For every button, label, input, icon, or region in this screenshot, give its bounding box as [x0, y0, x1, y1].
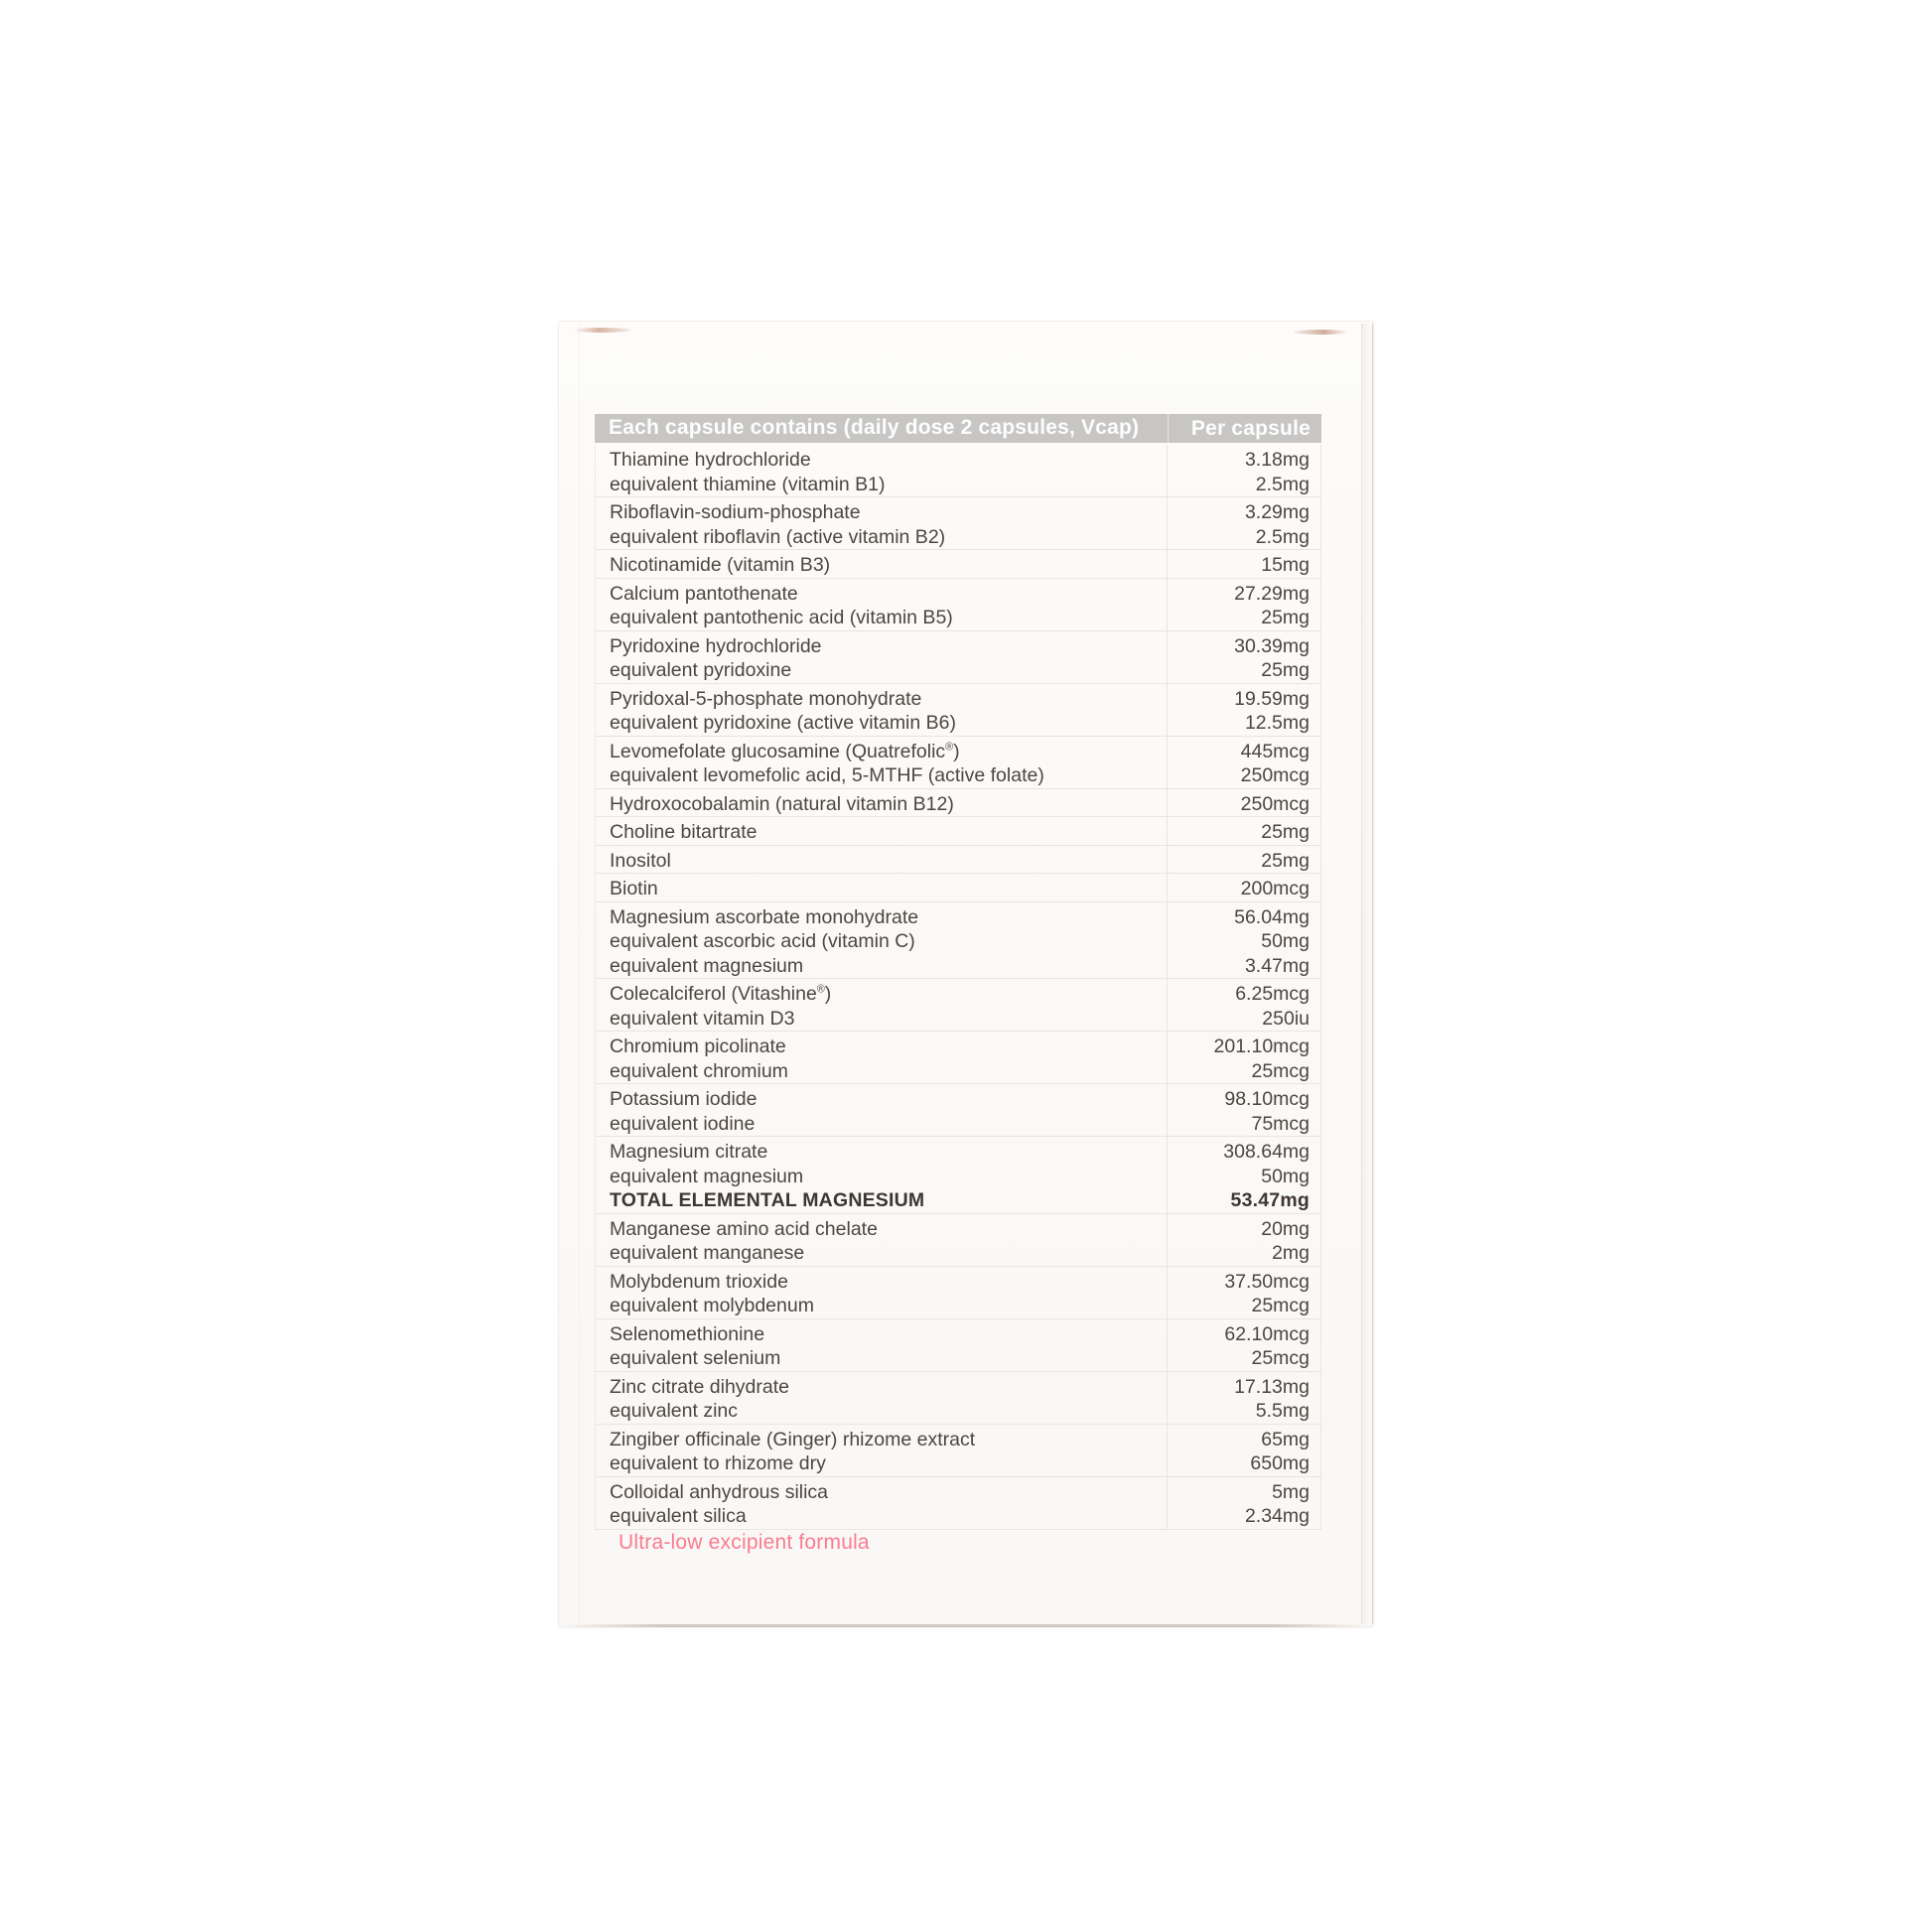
- ingredient-value-line: 25mcg: [1251, 1059, 1310, 1082]
- ingredient-label-line: equivalent ascorbic acid (vitamin C): [610, 930, 915, 952]
- ingredient-label-line: Molybdenum trioxide: [610, 1270, 788, 1293]
- ingredient-label-cell: [596, 497, 1167, 549]
- ingredient-label-cell: [596, 1214, 1167, 1266]
- table-row: [596, 817, 1320, 846]
- table-row: [596, 1425, 1320, 1477]
- ingredient-label-cell: [596, 874, 1167, 901]
- ingredient-label-line: equivalent thiamine (vitamin B1): [610, 473, 886, 495]
- ingredient-label-cell: [596, 789, 1167, 817]
- ingredient-label-line: Colecalciferol (Vitashine®): [610, 983, 832, 1005]
- ingredient-label-line: Pyridoxine hydrochloride: [610, 634, 822, 657]
- product-box-back-panel: [558, 321, 1374, 1627]
- table-row: [596, 1267, 1320, 1319]
- ingredient-value-line: 17.13mg: [1234, 1375, 1310, 1398]
- ingredient-label-cell: [596, 979, 1167, 1031]
- ingredients-table: [595, 414, 1321, 1530]
- ingredient-label-line: Thiamine hydrochloride: [610, 449, 811, 471]
- ingredient-value-cell: [1167, 737, 1320, 788]
- ingredient-value-line: 25mg: [1261, 659, 1310, 681]
- ingredient-label-cell: [596, 902, 1167, 979]
- table-row: [596, 579, 1320, 631]
- ingredient-label-cell: [596, 1084, 1167, 1136]
- ingredient-value-cell: [1167, 445, 1320, 496]
- ingredient-value-line: 2.34mg: [1244, 1505, 1310, 1527]
- ingredient-label-line: equivalent pantothenic acid (vitamin B5): [610, 607, 953, 628]
- ingredient-label-line: equivalent to rhizome dry: [610, 1452, 826, 1474]
- ingredient-value-cell: [1167, 497, 1320, 549]
- ingredient-label-cell: [596, 1372, 1167, 1424]
- ingredient-label-line: Magnesium citrate: [610, 1141, 768, 1163]
- ingredient-label-line: Choline bitartrate: [610, 821, 758, 843]
- ingredient-label-line: Zinc citrate dihydrate: [610, 1375, 789, 1398]
- ingredient-value-line: 3.47mg: [1244, 954, 1310, 977]
- table-header-per-capsule-label: Per capsule: [1168, 414, 1311, 443]
- ingredient-value-line: 250mcg: [1240, 792, 1310, 815]
- table-row: [596, 631, 1320, 684]
- ingredient-label-line: equivalent silica: [610, 1505, 747, 1527]
- ingredient-label-cell: [596, 445, 1167, 496]
- ingredient-value-cell: [1167, 979, 1320, 1031]
- ingredient-value-line: 27.29mg: [1234, 582, 1310, 605]
- ingredient-value-cell: [1167, 1425, 1320, 1476]
- ingredient-label-line: Zingiber officinale (Ginger) rhizome extract: [610, 1428, 976, 1450]
- ingredient-value-cell: [1167, 1137, 1320, 1213]
- ingredient-value-line: 650mg: [1250, 1452, 1310, 1474]
- ingredient-label-line: equivalent magnesium: [610, 954, 804, 977]
- ingredient-value-line: 19.59mg: [1234, 687, 1310, 710]
- ingredient-value-cell: [1167, 874, 1320, 901]
- ingredient-value-line: 65mg: [1261, 1428, 1310, 1450]
- ingredient-label-cell: [596, 550, 1167, 578]
- ingredient-value-line: 308.64mg: [1223, 1141, 1310, 1163]
- ingredient-label-line: Colloidal anhydrous silica: [610, 1480, 829, 1503]
- ingredient-value-line: 56.04mg: [1234, 905, 1310, 928]
- ingredient-label-line: Hydroxocobalamin (natural vitamin B12): [610, 792, 954, 815]
- ingredient-value-cell: [1167, 684, 1320, 736]
- ingredient-value-cell: [1167, 550, 1320, 578]
- ingredient-label-line: equivalent vitamin D3: [610, 1007, 795, 1030]
- table-header-contents-label: Each capsule contains (daily dose 2 capsules, Vcap): [609, 416, 1140, 440]
- ingredient-label-cell: [596, 1267, 1167, 1318]
- table-row: [596, 445, 1320, 497]
- ingredient-label-line: equivalent chromium: [610, 1059, 788, 1082]
- ingredient-value-line: 62.10mcg: [1224, 1322, 1310, 1345]
- ingredients-table-header: [595, 414, 1321, 443]
- table-row: [596, 789, 1320, 818]
- ingredient-value-line: 75mcg: [1251, 1112, 1310, 1135]
- ingredient-value-cell: [1167, 631, 1320, 683]
- ingredient-value-line: 50mg: [1261, 930, 1310, 952]
- ingredient-value-cell: [1167, 1477, 1320, 1529]
- ingredient-value-line: 37.50mcg: [1224, 1270, 1310, 1293]
- ingredient-value-line: 3.18mg: [1244, 449, 1310, 471]
- ingredient-label-line: Biotin: [610, 878, 658, 899]
- ingredient-label-line: equivalent pyridoxine (active vitamin B6): [610, 712, 957, 734]
- ingredient-label-line: TOTAL ELEMENTAL MAGNESIUM: [610, 1189, 925, 1211]
- ingredient-value-line: 5.5mg: [1255, 1400, 1310, 1422]
- ingredient-value-line: 53.47mg: [1230, 1189, 1310, 1211]
- ingredient-label-cell: [596, 1319, 1167, 1371]
- ingredient-label-cell: [596, 684, 1167, 736]
- ingredient-value-cell: [1167, 1032, 1320, 1083]
- ingredient-label-cell: [596, 817, 1167, 845]
- table-row: [596, 1372, 1320, 1425]
- ingredient-value-cell: [1167, 1267, 1320, 1318]
- ingredient-value-line: 25mg: [1261, 849, 1310, 872]
- ingredient-value-line: 5mg: [1272, 1480, 1310, 1503]
- ingredient-value-cell: [1167, 902, 1320, 979]
- ingredient-value-line: 12.5mg: [1244, 712, 1310, 734]
- ingredient-value-cell: [1167, 1319, 1320, 1371]
- box-bottom-edge: [565, 1624, 1367, 1627]
- ingredient-value-line: 25mg: [1261, 821, 1310, 843]
- ingredient-value-line: 98.10mcg: [1224, 1088, 1310, 1110]
- table-row: [596, 497, 1320, 550]
- ingredient-label-line: equivalent iodine: [610, 1112, 756, 1135]
- ingredient-value-line: 25mcg: [1251, 1295, 1310, 1316]
- ingredient-label-cell: [596, 1425, 1167, 1476]
- registered-trademark-symbol: ®: [816, 983, 825, 996]
- ingredient-value-line: 25mcg: [1251, 1347, 1310, 1369]
- ingredient-value-cell: [1167, 846, 1320, 874]
- ingredient-label-line: equivalent magnesium: [610, 1165, 804, 1187]
- ingredient-label-cell: [596, 737, 1167, 788]
- table-row: [596, 1319, 1320, 1372]
- ingredient-value-line: 250mcg: [1240, 764, 1310, 786]
- ingredient-label-line: Chromium picolinate: [610, 1035, 786, 1057]
- ingredient-label-line: equivalent selenium: [610, 1347, 781, 1369]
- ingredients-table-body: [595, 445, 1321, 1530]
- ingredient-label-line: Nicotinamide (vitamin B3): [610, 554, 831, 576]
- ingredient-label-line: Calcium pantothenate: [610, 582, 798, 605]
- ingredient-value-cell: [1167, 1084, 1320, 1136]
- box-left-fold-line: [579, 322, 580, 1626]
- ingredient-label-line: Inositol: [610, 849, 671, 872]
- ingredient-label-line: equivalent manganese: [610, 1242, 805, 1264]
- ingredient-label-cell: [596, 579, 1167, 630]
- table-row: [596, 1137, 1320, 1214]
- table-row: [596, 1477, 1320, 1530]
- registered-trademark-symbol: ®: [945, 741, 954, 753]
- ingredient-label-line: Riboflavin-sodium-phosphate: [610, 501, 861, 523]
- ingredient-value-line: 20mg: [1261, 1217, 1310, 1240]
- ingredient-label-line: Levomefolate glucosamine (Quatrefolic®): [610, 740, 960, 762]
- table-row: [596, 846, 1320, 875]
- table-row: [596, 979, 1320, 1032]
- ingredient-label-line: equivalent pyridoxine: [610, 659, 792, 681]
- ingredient-value-line: 2.5mg: [1255, 473, 1310, 495]
- ingredient-value-cell: [1167, 1372, 1320, 1424]
- table-row: [596, 1032, 1320, 1084]
- table-row: [596, 550, 1320, 579]
- ingredient-label-line: Manganese amino acid chelate: [610, 1217, 878, 1240]
- ingredient-label-line: equivalent levomefolic acid, 5-MTHF (active folate): [610, 764, 1044, 786]
- ingredient-label-line: Pyridoxal-5-phosphate monohydrate: [610, 687, 922, 710]
- ingredient-value-line: 445mcg: [1240, 740, 1310, 762]
- ingredient-value-line: 2.5mg: [1255, 525, 1310, 548]
- ingredient-value-cell: [1167, 817, 1320, 845]
- ingredient-label-cell: [596, 846, 1167, 874]
- table-row: [596, 737, 1320, 789]
- ingredient-value-line: 25mg: [1261, 607, 1310, 628]
- ingredient-value-line: 6.25mcg: [1235, 983, 1310, 1005]
- ingredient-value-line: 50mg: [1261, 1165, 1310, 1187]
- ingredient-value-line: 200mcg: [1240, 878, 1310, 899]
- table-row: [596, 1084, 1320, 1137]
- ingredient-value-line: 201.10mcg: [1213, 1035, 1310, 1057]
- ingredient-value-cell: [1167, 789, 1320, 817]
- ingredient-label-line: equivalent riboflavin (active vitamin B2): [610, 525, 946, 548]
- ingredient-value-line: 15mg: [1261, 554, 1310, 576]
- ingredient-value-cell: [1167, 1214, 1320, 1266]
- ingredient-label-line: Potassium iodide: [610, 1088, 758, 1110]
- ingredient-value-line: 3.29mg: [1244, 501, 1310, 523]
- table-row: [596, 684, 1320, 737]
- ingredient-value-line: 2mg: [1272, 1242, 1310, 1264]
- table-row: [596, 874, 1320, 902]
- excipient-note: Ultra-low excipient formula: [619, 1531, 870, 1554]
- box-right-side-edge: [1361, 324, 1373, 1624]
- ingredient-label-line: Selenomethionine: [610, 1322, 765, 1345]
- ingredient-label-line: equivalent molybdenum: [610, 1295, 814, 1316]
- table-row: [596, 1214, 1320, 1267]
- ingredient-label-cell: [596, 1477, 1167, 1529]
- ingredient-value-line: 30.39mg: [1234, 634, 1310, 657]
- ingredient-label-cell: [596, 631, 1167, 683]
- ingredient-label-cell: [596, 1137, 1167, 1213]
- box-top-left-crease: [573, 328, 630, 333]
- ingredient-value-line: 250iu: [1262, 1007, 1310, 1030]
- ingredient-value-cell: [1167, 579, 1320, 630]
- ingredient-label-line: Magnesium ascorbate monohydrate: [610, 905, 919, 928]
- ingredient-label-cell: [596, 1032, 1167, 1083]
- table-row: [596, 902, 1320, 980]
- ingredient-label-line: equivalent zinc: [610, 1400, 738, 1422]
- box-top-right-crease: [1294, 330, 1349, 335]
